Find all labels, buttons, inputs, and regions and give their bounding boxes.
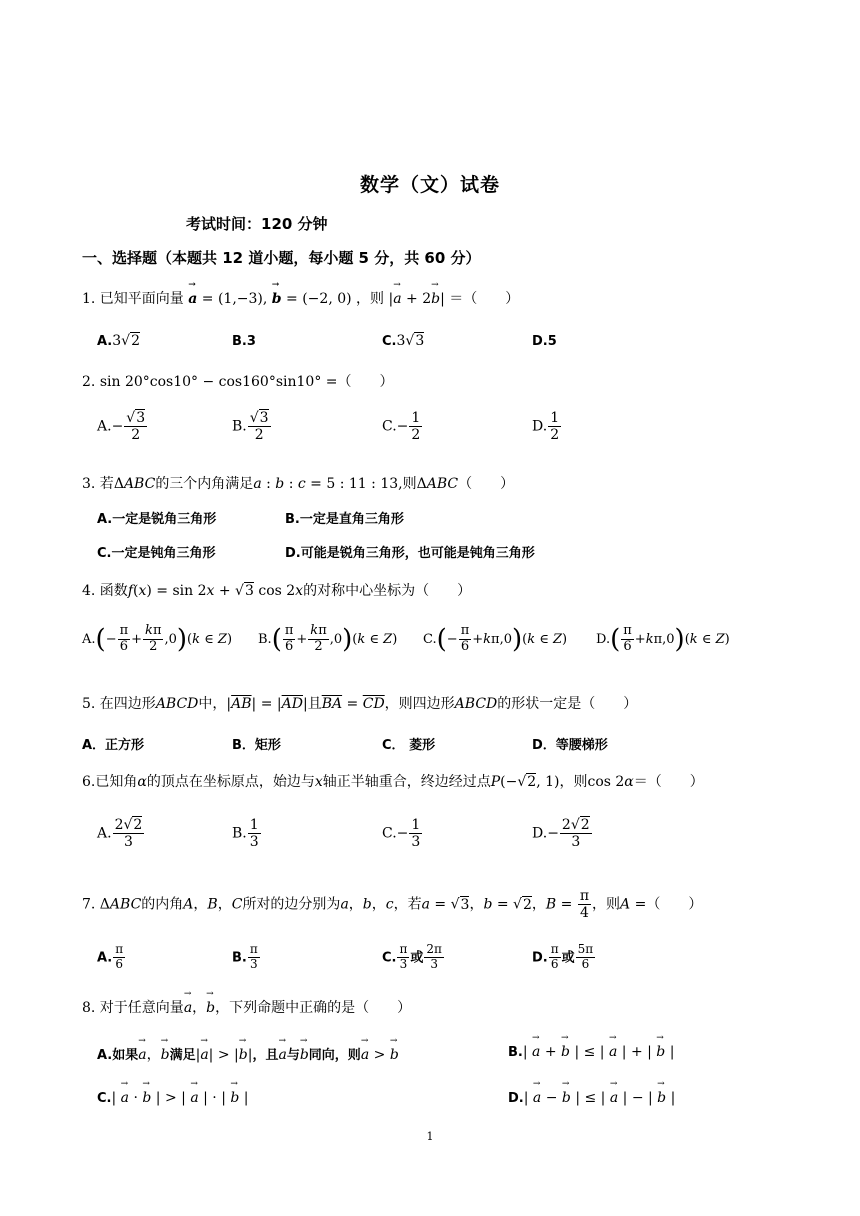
- question-1-paren: ＝（ ）: [449, 291, 520, 307]
- section-heading: 一、选择题（本题共 12 道小题，每小题 5 分，共 60 分）: [82, 249, 481, 267]
- question-6-option-d[interactable]: D.− $\frac{2√2}{3}$: [532, 817, 590, 851]
- question-8-option-d[interactable]: D.| → a − → b | ≤ | → a | − | → b |: [508, 1090, 675, 1106]
- question-5: 5. 在四边形ABCD中，$|\overline{AB}| = |\overline{AD}|$且$\overline{BA} = \overline{CD}$，则四边形ABCD的形状一定是（ ）: [82, 696, 638, 712]
- question-3-option-a[interactable]: A.一定是锐角三角形: [97, 512, 217, 527]
- question-2-option-b[interactable]: B. $\frac{√3}{2}$: [232, 410, 269, 444]
- question-2: 2. sin 20°cos10° − cos160°sin10° =（ ）: [82, 374, 394, 390]
- question-7-option-a[interactable]: A. $\frac{\pi}{6}$: [97, 942, 124, 971]
- question-1-stem: 1. 已知平面向量: [82, 291, 184, 307]
- page-number: 1: [426, 1130, 434, 1143]
- question-1-option-b[interactable]: B.3: [232, 334, 256, 349]
- question-3-option-d[interactable]: D.可能是锐角三角形，也可能是钝角三角形: [285, 546, 535, 561]
- question-3: 3. 若ΔABC的三个内角满足a : b : c = 5 : 11 : 13,则ΔABC（ ）: [82, 476, 515, 492]
- question-5-option-a[interactable]: A．正方形: [82, 738, 145, 753]
- question-3-option-b[interactable]: B.一定是直角三角形: [285, 512, 404, 527]
- question-6: 6.已知角α的顶点在坐标原点，始边与x轴正半轴重合，终边经过点P(−√2, 1)，则cos 2α＝（ ）: [82, 774, 704, 790]
- question-4-option-d[interactable]: D.( $\frac{\pi}{6}$ +kπ,0)(k ∈ Z): [596, 623, 730, 655]
- question-8: 8. 对于任意向量→ a，→ b，下列命题中正确的是（ ）: [82, 997, 411, 1017]
- exam-time: 考试时间：120 分钟: [186, 215, 328, 233]
- question-6-option-a[interactable]: A. $\frac{2√2}{3}$: [97, 817, 143, 851]
- question-6-option-c[interactable]: C.− $\frac{1}{3}$: [382, 817, 421, 851]
- question-3-option-c[interactable]: C.一定是钝角三角形: [97, 546, 216, 561]
- question-5-option-b[interactable]: B．矩形: [232, 738, 281, 753]
- question-6-option-b[interactable]: B. $\frac{1}{3}$: [232, 817, 259, 851]
- question-8-option-c[interactable]: C.| → a · → b | > | → a | · | → b |: [97, 1090, 249, 1106]
- question-7: 7. ΔABC的内角A，B，C所对的边分别为a，b，c，若a = √3，b = √2，B = $\frac{\pi}{4}$ ，则A =（ ）: [82, 888, 703, 922]
- page-title: 数学（文）试卷: [359, 174, 500, 196]
- question-1-option-c[interactable]: C.3√3: [382, 333, 425, 349]
- question-4-option-a[interactable]: A.(− $\frac{\pi}{6}$ + $\frac{k\pi}{2}$ ,0)(k ∈ Z): [82, 623, 233, 655]
- question-7-option-b[interactable]: B. $\frac{\pi}{3}$: [232, 942, 258, 971]
- question-1-stem-suffix: ，则: [356, 291, 385, 307]
- question-1: 1. 已知平面向量 → a = (1,−3), → b = (−2, 0) ，则 |→ a + 2→ b| ＝（ ）: [82, 288, 519, 308]
- question-5-option-c[interactable]: C． 菱形: [382, 738, 436, 753]
- question-2-option-c[interactable]: C.− $\frac{1}{2}$: [382, 410, 421, 444]
- question-7-option-d[interactable]: D. $\frac{\pi}{6}$ 或 $\frac{5\pi}{6}$: [532, 942, 594, 971]
- question-2-paren: （ ）: [337, 374, 394, 390]
- question-1-option-d[interactable]: D.5: [532, 334, 557, 349]
- question-2-option-d[interactable]: D. $\frac{1}{2}$: [532, 410, 560, 444]
- question-1-option-a[interactable]: A.3√2: [97, 333, 140, 349]
- question-4: 4. 函数f(x) = sin 2x + √3 cos 2x的对称中心坐标为（ ）: [82, 583, 472, 599]
- question-2-option-a[interactable]: A.− $\frac{√3}{2}$: [97, 410, 146, 444]
- question-2-stem: sin 20°cos10° − cos160°sin10° =: [99, 374, 338, 390]
- question-8-option-a[interactable]: A.如果→ a，→ b满足|→ a| > |→ b|，且→ a与→ b同向，则→ a > → b: [97, 1044, 399, 1064]
- question-4-option-b[interactable]: B.( $\frac{\pi}{6}$ + $\frac{k\pi}{2}$ ,0)(k ∈ Z): [258, 623, 398, 655]
- question-4-option-c[interactable]: C.(− $\frac{\pi}{6}$ +kπ,0)(k ∈ Z): [423, 623, 568, 655]
- question-5-option-d[interactable]: D．等腰梯形: [532, 738, 608, 753]
- question-8-option-b[interactable]: B.| → a + → b | ≤ | → a | + | → b |: [508, 1044, 674, 1060]
- question-7-option-c[interactable]: C. $\frac{\pi}{3}$ 或 $\frac{2\pi}{3}$: [382, 942, 442, 971]
